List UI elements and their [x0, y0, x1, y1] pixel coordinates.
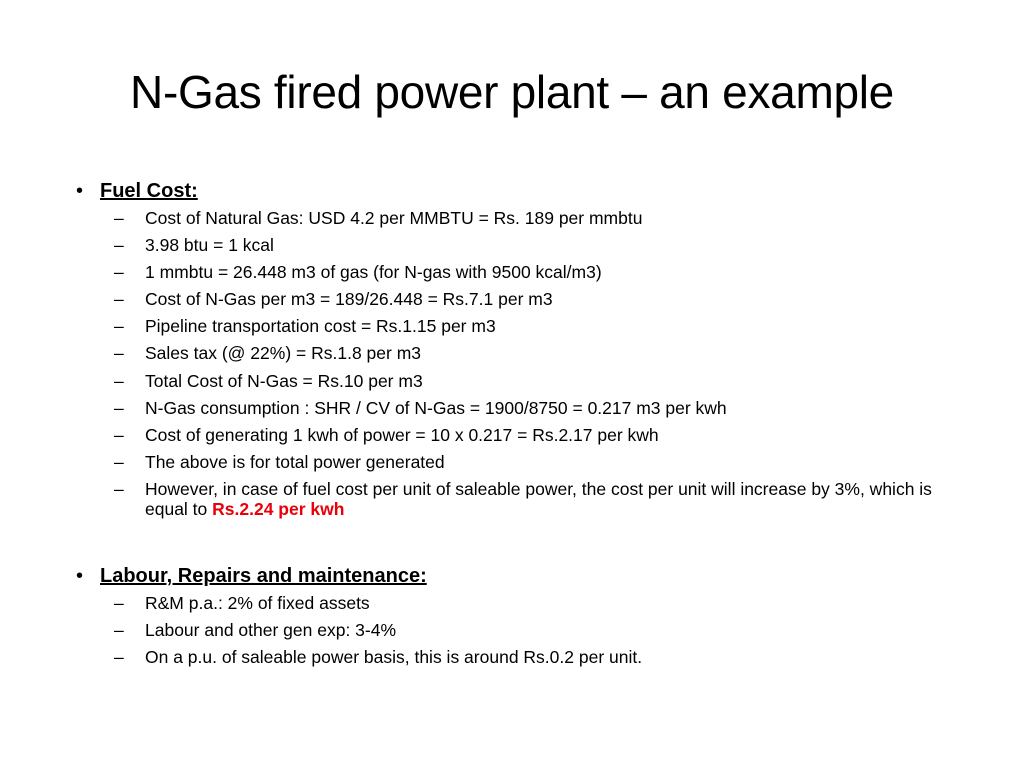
- dash-icon: –: [114, 343, 124, 364]
- bullet-labour-repairs: [76, 563, 976, 593]
- list-item-text: Cost of generating 1 kwh of power = 10 x 0.217 = Rs.2.17 per kwh: [145, 424, 659, 445]
- list-item-text: The above is for total power generated: [145, 451, 445, 472]
- list-item-text: N-Gas consumption : SHR / CV of N-Gas = 1900/8750 = 0.217 m3 per kwh: [145, 397, 727, 418]
- slide-title: N-Gas fired power plant – an example: [130, 66, 894, 118]
- list-item: [76, 289, 976, 309]
- list-item-text: Pipeline transportation cost = Rs.1.15 per m3: [145, 316, 496, 337]
- dash-icon: –: [114, 316, 124, 337]
- dash-icon: –: [114, 235, 124, 256]
- list-item: [76, 316, 976, 336]
- bullet-fuel-cost: [76, 178, 976, 208]
- dash-icon: –: [114, 262, 124, 283]
- list-item: [76, 425, 976, 445]
- list-item: [76, 620, 976, 640]
- dash-icon: –: [114, 208, 124, 228]
- list-item-text: 3.98 btu = 1 kcal: [145, 235, 274, 256]
- bullet-dot-icon: •: [76, 565, 84, 587]
- dash-icon: –: [114, 620, 124, 641]
- list-item: [76, 208, 976, 228]
- highlighted-value: Rs.2.24 per kwh: [212, 498, 345, 519]
- list-item-text: Cost of N-Gas per m3 = 189/26.448 = Rs.7.1 per m3: [145, 289, 553, 310]
- list-item-text: However, in case of fuel cost per unit of saleable power, the cost per unit will increase by 3%, which is equal to: [145, 478, 932, 519]
- section-labour-repairs: [76, 563, 976, 674]
- list-item: [76, 398, 976, 418]
- list-item-text: R&M p.a.: 2% of fixed assets: [145, 593, 370, 613]
- dash-icon: –: [114, 593, 124, 613]
- list-item: [76, 371, 976, 391]
- list-item: [76, 262, 976, 282]
- list-item: [76, 593, 976, 613]
- list-item: [76, 452, 976, 472]
- list-item-text: Total Cost of N-Gas = Rs.10 per m3: [145, 370, 423, 391]
- list-item-text: Sales tax (@ 22%) = Rs.1.8 per m3: [145, 343, 422, 364]
- dash-icon: –: [114, 478, 124, 499]
- dash-icon: –: [114, 289, 124, 310]
- dash-icon: –: [114, 370, 124, 391]
- bullet-dot-icon: •: [76, 180, 84, 202]
- labour-repairs-list: [76, 593, 976, 667]
- list-item-final: [76, 479, 976, 519]
- list-item-text: 1 mmbtu = 26.448 m3 of gas (for N-gas with 9500 kcal/m3): [145, 262, 602, 283]
- section-heading: Labour, Repairs and maintenance:: [100, 565, 427, 587]
- dash-icon: –: [114, 647, 124, 668]
- list-item: [76, 235, 976, 255]
- dash-icon: –: [114, 397, 124, 418]
- section-fuel-cost: [76, 178, 976, 526]
- list-item: [76, 343, 976, 363]
- dash-icon: –: [114, 424, 124, 445]
- list-item-text: Cost of Natural Gas: USD 4.2 per MMBTU = Rs. 189 per mmbtu: [145, 208, 643, 228]
- fuel-cost-list: [76, 208, 976, 519]
- section-heading: Fuel Cost:: [100, 180, 198, 202]
- dash-icon: –: [114, 451, 124, 472]
- list-item: [76, 647, 976, 667]
- list-item-text: On a p.u. of saleable power basis, this is around Rs.0.2 per unit.: [145, 647, 643, 668]
- list-item-text: Labour and other gen exp: 3-4%: [145, 620, 397, 641]
